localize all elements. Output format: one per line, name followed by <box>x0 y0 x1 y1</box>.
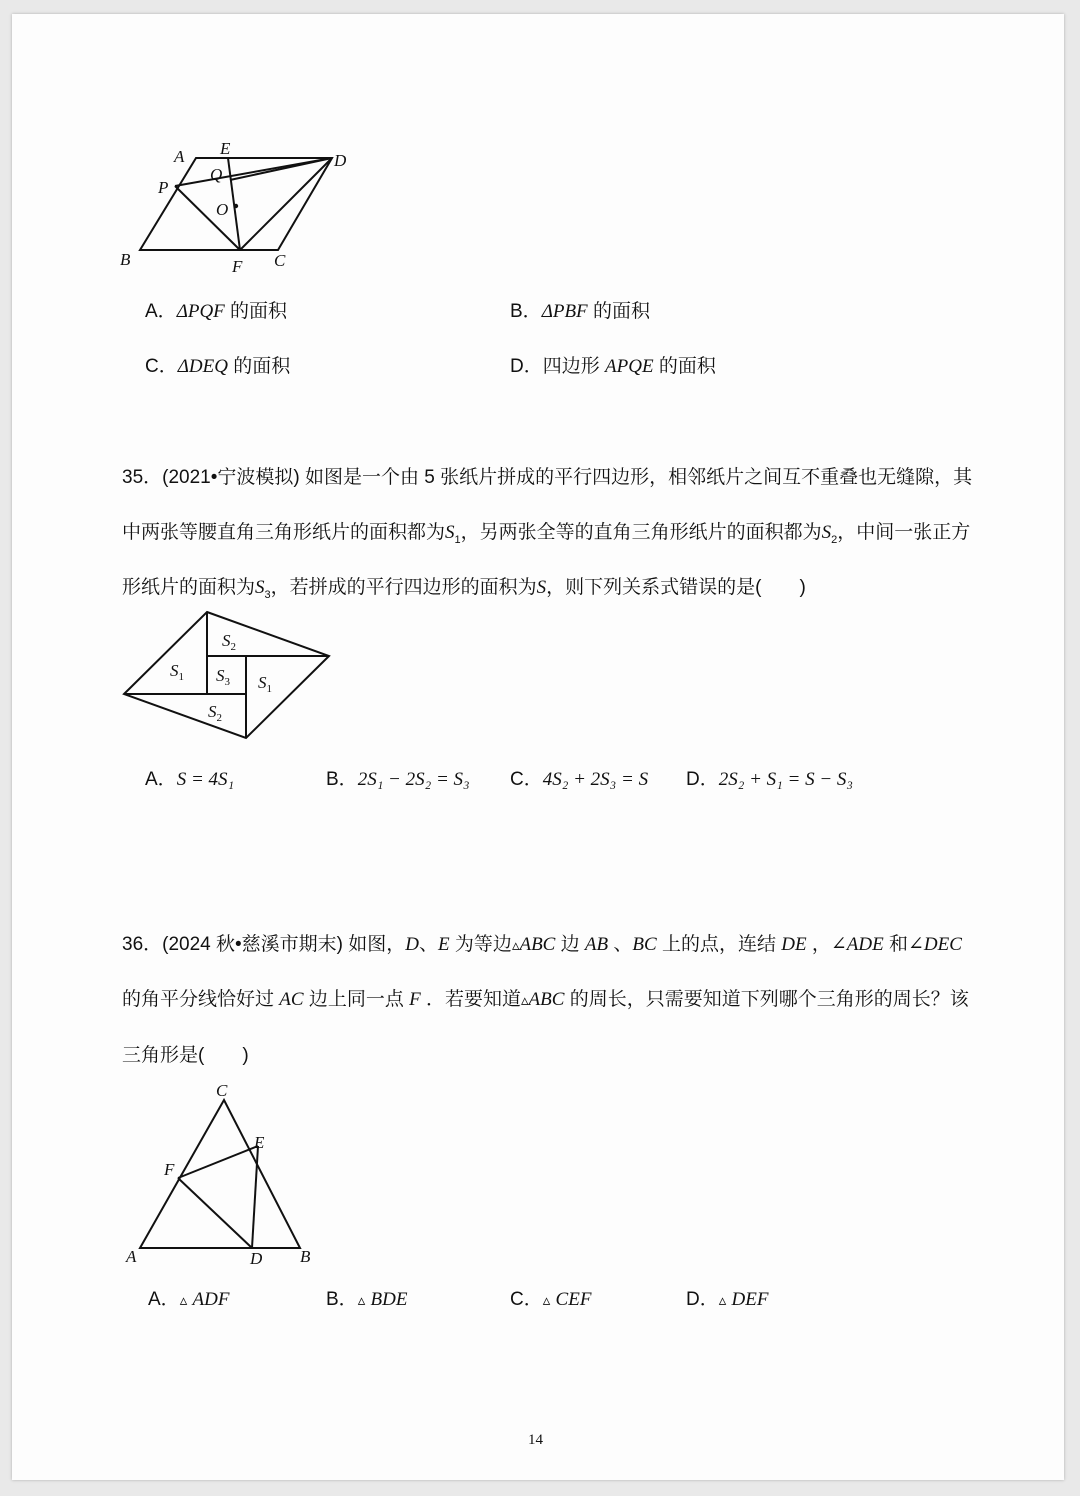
label-Q: Q <box>210 165 223 184</box>
question-number: 36． <box>122 934 163 955</box>
option-d-36: D．▵ DEF <box>686 1289 769 1310</box>
triangle-icon: ▵ <box>521 993 529 1009</box>
option-d-34: D．四边形 APQE 的面积 <box>510 356 716 377</box>
segment-FE <box>178 1146 258 1178</box>
label-s2-top: $S_2$ <box>222 631 236 653</box>
triangle-icon: ▵ <box>542 1293 551 1309</box>
label-D: D <box>250 1249 263 1268</box>
label-P: P <box>158 178 169 197</box>
label-s3: $S_3$ <box>216 666 230 688</box>
page-number: 14 <box>528 1432 543 1448</box>
segment-PF <box>175 186 240 250</box>
option-a-35: A．S = 4S₁ <box>145 769 235 790</box>
segment-FD <box>178 1178 252 1248</box>
figure-parallelogram-34 <box>110 138 370 278</box>
option-a-36: A．▵ ADF <box>148 1289 230 1310</box>
option-c-34: C．ΔDEQ 的面积 <box>145 356 291 377</box>
triangle-icon: ▵ <box>179 1293 188 1309</box>
option-b-34: B．ΔPBF 的面积 <box>510 301 650 322</box>
figure-parallelogram-35 <box>118 604 338 746</box>
option-b-36: B．▵ BDE <box>326 1289 408 1310</box>
question-source: (2024 秋•慈溪市期末) <box>162 934 343 955</box>
question-number: 35． <box>122 467 163 488</box>
question-36-line3: 三角形是( ) <box>122 1045 249 1066</box>
label-A: A <box>174 147 185 166</box>
question-35-line1: 35．(2021•宁波模拟) 如图是一个由 5 张纸片拼成的平行四边形，相邻纸片之间互不重叠也无缝隙，其 <box>122 467 973 488</box>
question-source: (2021•宁波模拟) <box>162 467 300 488</box>
segment-QD <box>230 158 332 180</box>
label-E: E <box>254 1133 265 1152</box>
option-b-35: B．2S₁ − 2S₂ = S₃ <box>326 769 470 790</box>
label-B: B <box>120 250 131 269</box>
option-a-34: A．ΔPQF 的面积 <box>145 301 288 322</box>
point-O <box>234 204 238 208</box>
question-36-line1: 36．(2024 秋•慈溪市期末) 如图，D、E 为等边▵ABC 边 AB 、BC 上的点，连结 DE ，∠ADE 和∠DEC <box>122 934 962 955</box>
label-F: F <box>232 257 243 276</box>
label-D: D <box>334 151 347 170</box>
label-F: F <box>164 1160 175 1179</box>
label-C: C <box>216 1081 228 1100</box>
option-d-35: D．2S₂ + S₁ = S − S₃ <box>686 769 854 790</box>
triangle-icon: ▵ <box>511 938 520 954</box>
label-s2-bottom: $S_2$ <box>208 702 222 724</box>
question-35-line2: 中两张等腰直角三角形纸片的面积都为$S_1$，另两张全等的直角三角形纸片的面积都为$S_2$，中间一张正方 <box>122 522 971 546</box>
triangle-icon: ▵ <box>718 1293 727 1309</box>
label-s1-left: $S_1$ <box>170 661 184 683</box>
question-36-line2: 的角平分线恰好过 AC 边上同一点 F ．若要知道▵ABC 的周长，只需要知道下列哪个三角形的周长？该 <box>122 989 969 1010</box>
label-A: A <box>126 1247 137 1266</box>
figure-triangle-36 <box>120 1074 330 1270</box>
label-O: O <box>216 200 229 219</box>
option-c-36: C．▵ CEF <box>510 1289 592 1310</box>
label-B: B <box>300 1247 311 1266</box>
triangle-icon: ▵ <box>357 1293 366 1309</box>
question-35-line3: 形纸片的面积为$S_3$，若拼成的平行四边形的面积为S，则下列关系式错误的是( ) <box>122 577 806 601</box>
label-s1-right: $S_1$ <box>258 673 272 695</box>
segment-EF <box>228 158 240 250</box>
label-C: C <box>274 251 286 270</box>
option-c-35: C．4S₂ + 2S₃ = S <box>510 769 649 790</box>
label-E: E <box>220 139 231 158</box>
